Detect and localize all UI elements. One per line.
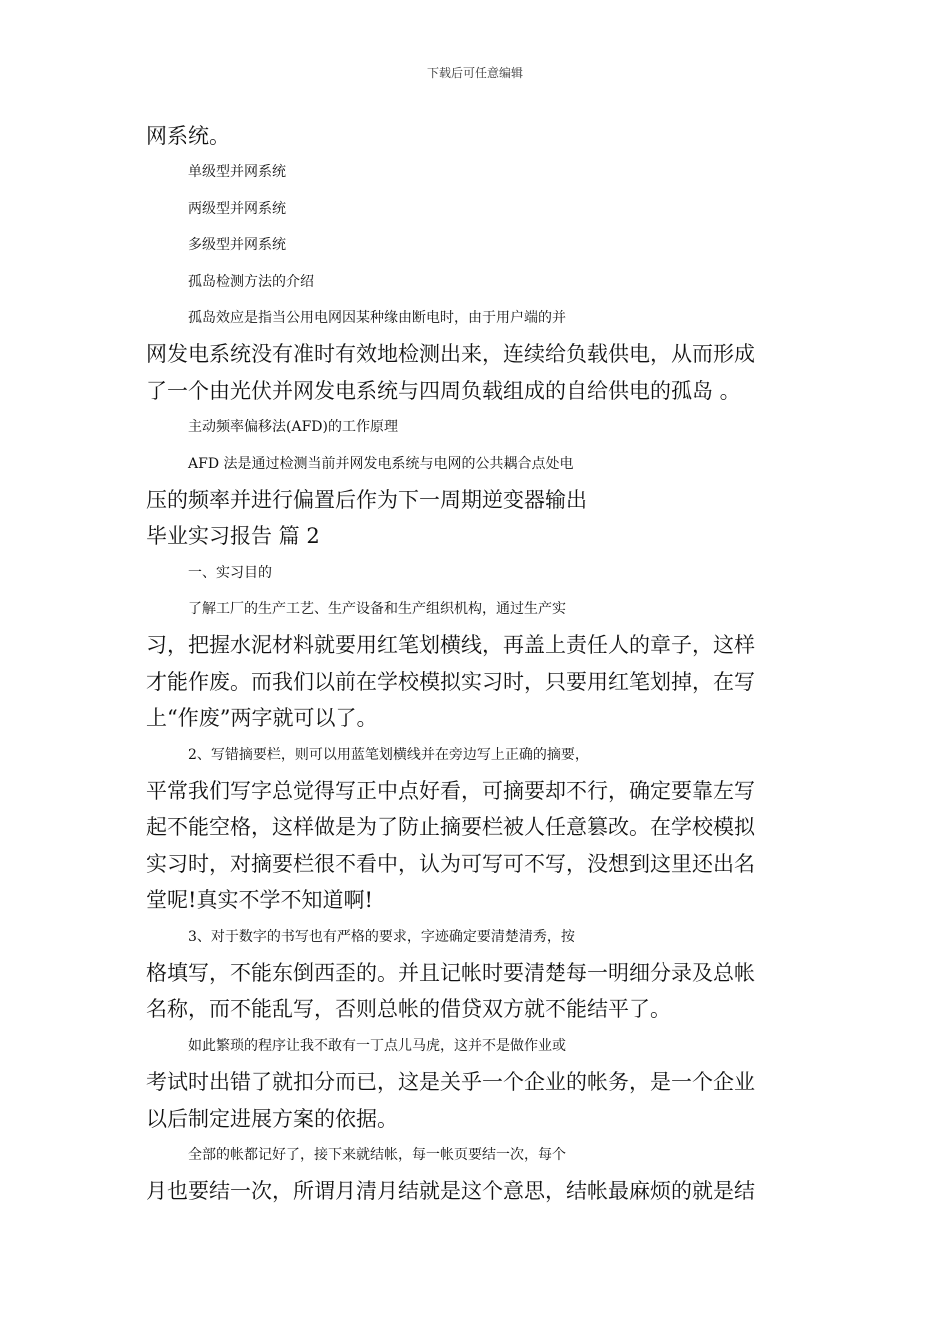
document-body [146,118,810,1210]
text-line: 了一个由光伏并网发电系统与四周负载组成的自给供电的孤岛 。 [146,378,741,403]
text-line: 压的频率并进行偏置后作为下一周期逆变器输出 [146,487,587,512]
text-line: 堂呢!真实不学不知道啊! [146,888,373,913]
text-line: 名称，而不能乱写，否则总帐的借贷双方就不能结平了。 [146,997,671,1022]
text-line: 网发电系统没有准时有效地检测出来，连续给负载供电，从而形成 [146,342,755,367]
text-line: 孤岛检测方法的介绍 [188,273,314,290]
text-line: 格填写，不能东倒西歪的。并且记帐时要清楚每一明细分录及总帐 [146,960,755,985]
text-line: 全部的帐都记好了，接下来就结帐，每一帐页要结一次，每个 [188,1146,566,1163]
text-line: 平常我们写字总觉得写正中点好看，可摘要却不行，确定要靠左写 [146,779,755,804]
text-line: 主动频率偏移法(AFD)的工作原理 [188,419,398,436]
text-line: AFD 法是通过检测当前并网发电系统与电网的公共耦合点处电 [188,455,574,472]
text-line: 3、对于数字的书写也有严格的要求，字迹确定要清楚清秀，按 [188,928,575,945]
text-line: 习，把握水泥材料就要用红笔划横线，再盖上责任人的章子，这样 [146,633,755,658]
text-line: 一、实习目的 [188,564,272,581]
text-line: 实习时，对摘要栏很不看中，认为可写可不写，没想到这里还出名 [146,851,755,876]
page-header: 下载后可任意编辑 [426,66,523,80]
text-line: 考试时出错了就扣分而已，这是关乎一个企业的帐务，是一个企业 [146,1070,755,1095]
text-line: 毕业实习报告 篇 2 [146,524,320,549]
text-line: 多级型并网系统 [188,237,286,254]
text-line: 单级型并网系统 [188,164,286,181]
text-line: 2、写错摘要栏，则可以用蓝笔划横线并在旁边写上正确的摘要， [188,746,589,763]
text-line: 两级型并网系统 [188,200,286,217]
text-line: 上“作废”两字就可以了。 [146,706,378,731]
text-line: 了解工厂的生产工艺、生产设备和生产组织机构，通过生产实 [188,601,566,618]
text-line: 孤岛效应是指当公用电网因某种缘由断电时，由于用户端的并 [188,309,566,326]
text-line: 如此繁琐的程序让我不敢有一丁点儿马虎，这并不是做作业或 [188,1037,566,1054]
text-line: 月也要结一次，所谓月清月结就是这个意思，结帐最麻烦的就是结 [146,1179,755,1204]
text-line: 才能作废。而我们以前在学校模拟实习时，只要用红笔划掉，在写 [146,669,755,694]
text-line: 起不能空格，这样做是为了防止摘要栏被人任意篡改。在学校模拟 [146,815,755,840]
text-line: 网系统。 [146,124,230,148]
text-line: 以后制定进展方案的依据。 [146,1106,398,1131]
